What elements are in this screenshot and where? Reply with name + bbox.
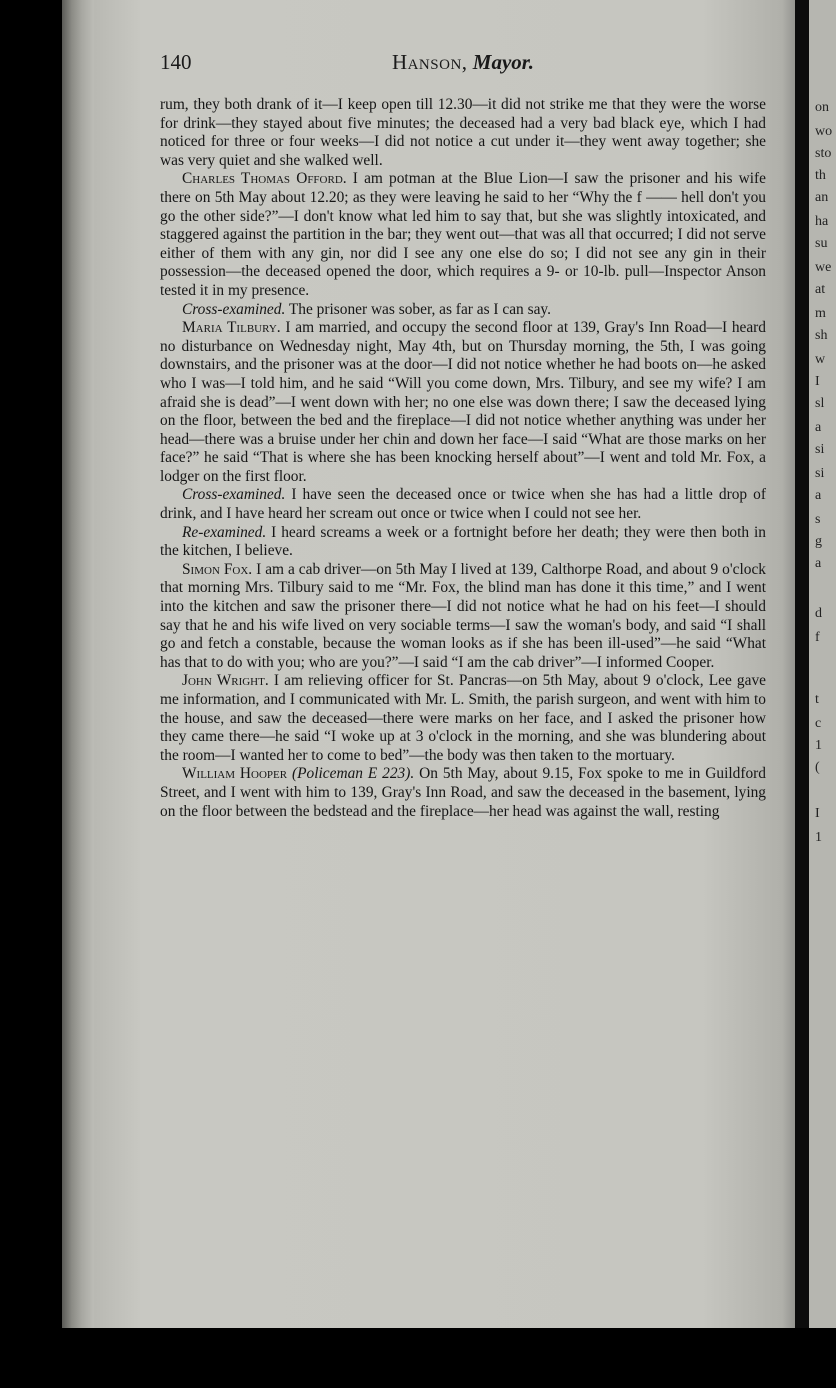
paragraph-text: I am a cab driver—on 5th May I lived at 139, Calthorpe Road, and about 9 o'clock that morning Mrs. Tilbury said to me “Mr. Fox, the blind man has done it this time,” and I went into the kitchen and saw the prisoner there—I did not notice what he had on his feet—I should say that he and his wife lived on very sociable terms—I saw the woman's body, and said “I shall go and fetch a constable, because the woman looks as if she has been ill-used”—he said “What has that to do with you; who are you?”—I said “I am the cab driver”—I informed Cooper. — [160, 560, 766, 671]
facing-page-fragment: d — [815, 606, 822, 621]
page-number: 140 — [160, 50, 192, 74]
paragraph-4 — [160, 319, 766, 486]
facing-page-fragment: su — [815, 236, 828, 251]
facing-page-fragment: we — [815, 260, 832, 275]
facing-page-fragment: th — [815, 168, 826, 183]
paragraph-text: rum, they both drank of it—I keep open till 12.30—it did not strike me that they were the worse for drink—they stayed about five minutes; the deceased had a very bad black eye, which I had noticed for three or four weeks—I did not notice a cut under it—they went away together; she was very quiet and she walked well. — [160, 96, 766, 169]
examination-label: (Policeman E 223). — [292, 765, 415, 783]
paragraph-text: I heard screams a week or a fortnight before her death; they were then both in the kitchen, I believe. — [160, 523, 766, 560]
paragraph-5 — [160, 486, 766, 523]
facing-page-fragment: I — [815, 806, 820, 821]
facing-page-fragment: 1 — [815, 738, 822, 753]
facing-page-fragment: sl — [815, 396, 825, 411]
facing-page-fragment: ha — [815, 214, 829, 229]
facing-page-fragment: si — [815, 466, 825, 481]
paragraph-3 — [160, 301, 766, 320]
facing-page-fragment: m — [815, 306, 826, 321]
testimony-text — [160, 96, 766, 821]
paragraph-7 — [160, 561, 766, 673]
facing-page-fragment: a — [815, 488, 822, 503]
facing-page-fragment: t — [815, 692, 819, 707]
facing-page-fragment: f — [815, 630, 820, 645]
running-head-title: Mayor. — [472, 50, 535, 74]
speaker-name: John Wright. — [182, 672, 269, 690]
speaker-name: Maria Tilbury. — [182, 319, 281, 337]
facing-page-fragment: at — [815, 282, 826, 297]
facing-page-fragment: sh — [815, 328, 828, 343]
page-header — [160, 50, 766, 80]
examination-label: Re-examined. — [182, 523, 267, 541]
scan-border — [0, 1328, 836, 1388]
speaker-name: William Hooper — [182, 765, 288, 783]
examination-label: Cross-examined. — [182, 486, 286, 504]
paragraph-text: I am potman at the Blue Lion—I saw the prisoner and his wife there on 5th May about 12.20; as they were leaving he said to her “Why the f —— hell don't you go the other side?”—I don't know what led him to say that, but she was slightly intoxicated, and staggered against the partition in the bar; they went out—that was all that occurred; I did not serve either of them with any gin, nor did I see any one else do so; I did not see any gin in their possession—the deceased opened the door, which requires a 9- or 10-lb. pull—Inspector Anson tested it in my presence. — [160, 170, 766, 299]
facing-page-edge — [809, 0, 836, 1328]
speaker-name: Charles Thomas Offord. — [182, 170, 347, 188]
paragraph-8 — [160, 672, 766, 765]
facing-page-fragment: s — [815, 512, 821, 527]
facing-page-fragment: 1 — [815, 830, 822, 845]
facing-page-fragment: g — [815, 534, 822, 549]
running-head-name: Hanson, — [391, 50, 468, 74]
facing-page-fragment: an — [815, 190, 829, 205]
facing-page-fragment: wo — [815, 124, 833, 139]
paragraph-text: I am married, and occupy the second floor at 139, Gray's Inn Road—I heard no disturbance on Wednesday night, May 4th, but on Thursday morning, the 5th, I was going downstairs, and the prisoner was at the door—I did not notice whether he had boots on—he asked who I was—I told him, and he said “Will you come down, Mrs. Tilbury, and see my wife? I am afraid she is dead”—I went down with her; no one else was down there; I saw the deceased lying on the floor, between the bed and the fireplace—I did not notice whether anything was under her head—there was a bruise under her chin and down her face—I said “What are those marks on her face?” he said “That is where she has been knocking herself about”—I went and told Mr. Fox, a lodger on the first floor. — [160, 319, 766, 485]
facing-page-fragment: sto — [815, 146, 832, 161]
facing-page-fragment: ( — [815, 760, 820, 775]
paragraph-9 — [160, 765, 766, 821]
paragraph-2 — [160, 170, 766, 300]
page-gutter — [795, 0, 809, 1328]
facing-page-fragment: a — [815, 420, 822, 435]
book-spine-shadow — [62, 0, 94, 1328]
paragraph-text: I am relieving officer for St. Pancras—on 5th May, about 9 o'clock, Lee gave me information, and I communicated with Mr. L. Smith, the parish surgeon, and went with him to the house, and saw the deceased—there were marks on her face, and I asked the prisoner how they came there—he said “I woke up at 3 o'clock in the morning, and she was blundering about the room—I wanted her to come to bed”—the body was then taken to the mortuary. — [160, 672, 766, 764]
paragraph-text: On 5th May, about 9.15, Fox spoke to me in Guildford Street, and I went with him to 139, Gray's Inn Road, and saw the deceased in the basement, lying on the floor between the bedstead and the fireplace—her head was against the wall, resting — [160, 765, 766, 820]
speaker-name: Simon Fox. — [182, 560, 253, 578]
paragraph-text: I have seen the deceased once or twice when she has had a little drop of drink, and I have heard her scream out once or twice when I could not see her. — [160, 486, 766, 523]
facing-page-fragment: on — [815, 100, 829, 115]
paragraph-6 — [160, 524, 766, 561]
facing-page-fragment: a — [815, 556, 822, 571]
facing-page-fragment: si — [815, 442, 825, 457]
examination-label: Cross-examined. — [182, 300, 286, 318]
facing-page-fragment: w — [815, 352, 826, 367]
running-head — [160, 50, 766, 75]
paragraph-1 — [160, 96, 766, 170]
facing-page-fragment: c — [815, 716, 822, 731]
paragraph-text: The prisoner was sober, as far as I can say. — [288, 300, 551, 318]
facing-page-fragment: I — [815, 374, 820, 389]
